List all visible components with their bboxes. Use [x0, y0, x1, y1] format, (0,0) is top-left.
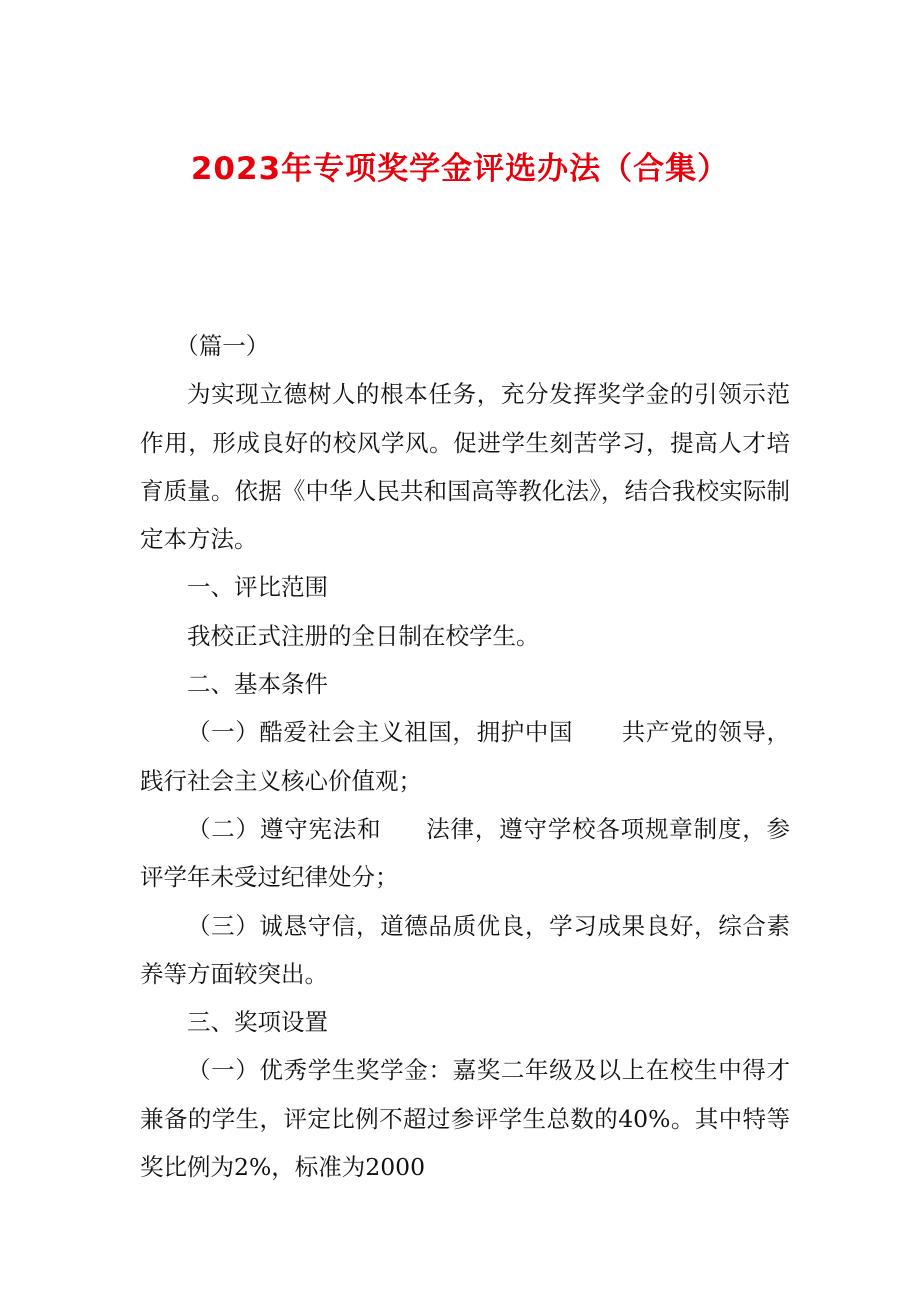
scope-paragraph: 我校正式注册的全日制在校学生。	[187, 621, 540, 650]
heading-conditions: 二、基本条件	[187, 670, 328, 699]
document-title: 2023年专项奖学金评选办法（合集）	[190, 151, 730, 187]
section-label: （篇一）	[175, 332, 270, 360]
condition-1-part-a: （一）酷爱社会主义祖国，拥护中国	[187, 718, 574, 747]
condition-3-paragraph: （三）诚恳守信，道德品质优良，学习成果良好，综合素养等方面较突出。	[140, 911, 790, 988]
condition-2-part-b: 法律，遵守学校各项规章制度，参评学年未受过纪律处分；	[140, 814, 791, 892]
award-1-paragraph: （一）优秀学生奖学金：嘉奖二年级及以上在校生中得才兼备的学生，评定比例不超过参评学生总数的40%。其中特等奖比例为2%，标准为2000	[140, 1056, 790, 1182]
condition-1-part-b: 共产党的领导，践行社会主义核心价值观；	[140, 718, 791, 795]
intro-paragraph: 为实现立德树人的根本任务，充分发挥奖学金的引领示范作用，形成良好的校风学风。促进学生刻苦学习，提高人才培育质量。依据《中华人民共和国高等教化法》，结合我校实际制定本方法。	[140, 380, 790, 554]
document-body	[140, 322, 790, 1191]
heading-scope: 一、评比范围	[187, 573, 328, 602]
condition-2-paragraph	[140, 805, 790, 902]
condition-2-part-a: （二）遵守宪法和	[187, 814, 382, 843]
condition-1-paragraph	[140, 708, 790, 805]
heading-awards: 三、奖项设置	[187, 1008, 328, 1037]
